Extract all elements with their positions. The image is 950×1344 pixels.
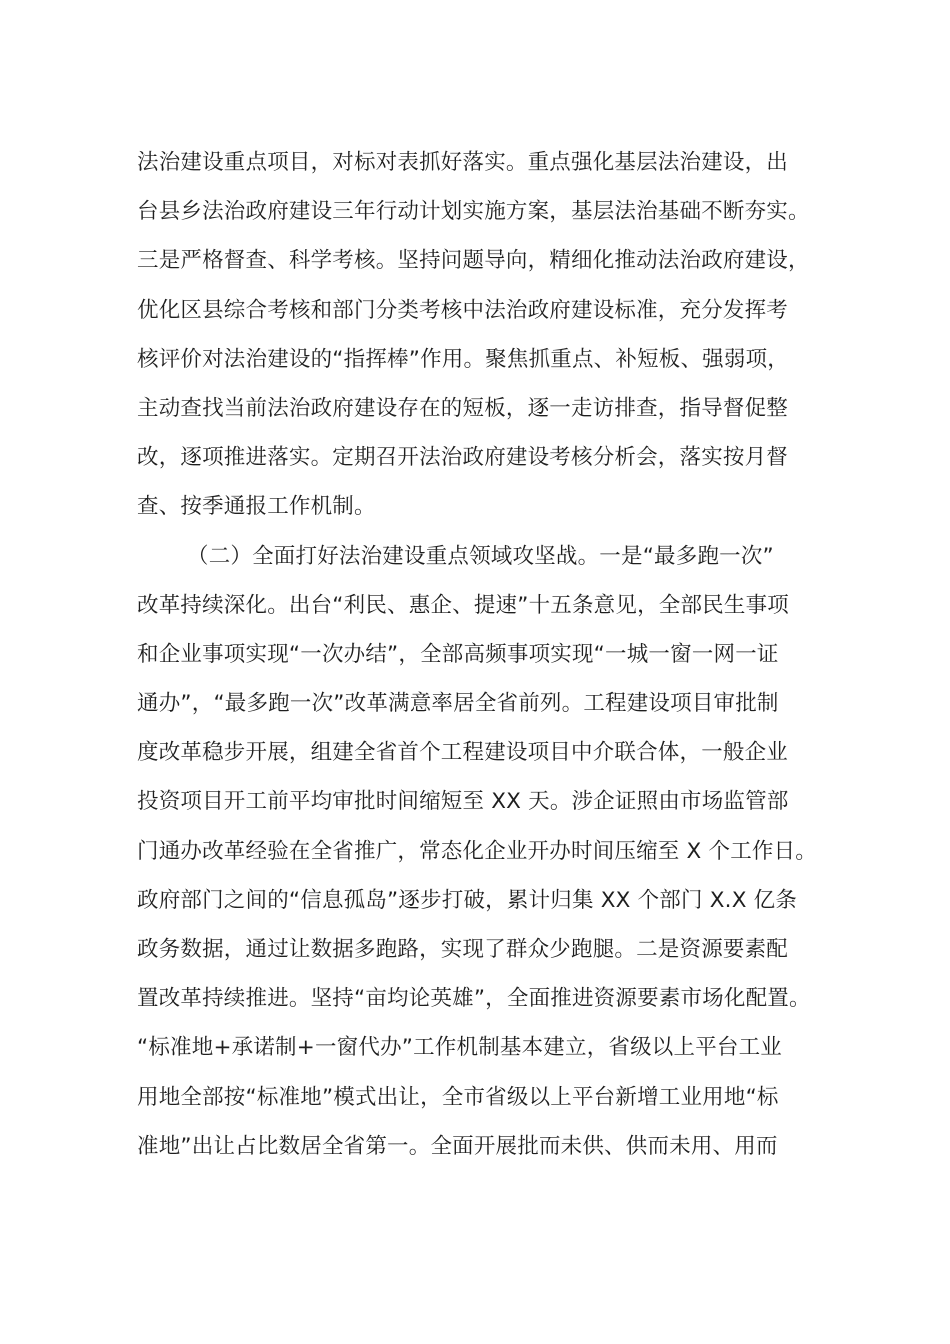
text-line: 改，逐项推进落实。定期召开法治政府建设考核分析会，落实按月督 — [137, 445, 789, 471]
text-line: 通办”，“最多跑一次”改革满意率居全省前列。工程建设项目审批制 — [137, 691, 779, 717]
text-line: 投资项目开工前平均审批时间缩短至 XX 天。涉企证照由市场监管部 — [137, 789, 789, 815]
text-line: 主动查找当前法治政府建设存在的短板，逐一走访排查，指导督促整 — [137, 395, 789, 421]
text-line: 查、按季通报工作机制。 — [137, 494, 376, 520]
text-line: 用地全部按“标准地”模式出让，全市省级以上平台新增工业用地“标 — [137, 1084, 779, 1110]
text-line: “标准地+承诺制+一窗代办”工作机制基本建立，省级以上平台工业 — [137, 1035, 783, 1061]
text-line: 改革持续深化。出台“利民、惠企、提速”十五条意见，全部民生事项 — [137, 592, 789, 618]
text-line: 法治建设重点项目，对标对表抓好落实。重点强化基层法治建设，出 — [137, 150, 789, 175]
text-line: 准地”出让占比数居全省第一。全面开展批而未供、供而未用、用而 — [137, 1133, 778, 1159]
text-line: 三是严格督查、科学考核。坚持问题导向，精细化推动法治政府建设， — [137, 248, 810, 274]
text-line: 和企业事项实现“一次办结”，全部高频事项实现“一城一窗一网一证 — [137, 641, 779, 667]
text-line: （二）全面打好法治建设重点领域攻坚战。一是“最多跑一次” — [187, 543, 774, 569]
text-line: 度改革稳步开展，组建全省首个工程建设项目中介联合体，一般企业 — [137, 740, 789, 766]
text-line: 政府部门之间的“信息孤岛”逐步打破，累计归集 XX 个部门 X.X 亿条 — [137, 887, 798, 913]
body-text — [137, 138, 837, 1171]
text-line: 台县乡法治政府建设三年行动计划实施方案，基层法治基础不断夯实。 — [137, 199, 810, 225]
text-line: 核评价对法治建设的“指挥棒”作用。聚焦抓重点、补短板、强弱项， — [137, 346, 789, 372]
text-line: 置改革持续推进。坚持“亩均论英雄”，全面推进资源要素市场化配置。 — [137, 986, 811, 1012]
text-line: 政务数据，通过让数据多跑路，实现了群众少跑腿。二是资源要素配 — [137, 937, 789, 962]
text-line: 门通办改革经验在全省推广，常态化企业开办时间压缩至 X 个工作日。 — [137, 838, 818, 864]
text-line: 优化区县综合考核和部门分类考核中法治政府建设标准，充分发挥考 — [137, 297, 789, 323]
